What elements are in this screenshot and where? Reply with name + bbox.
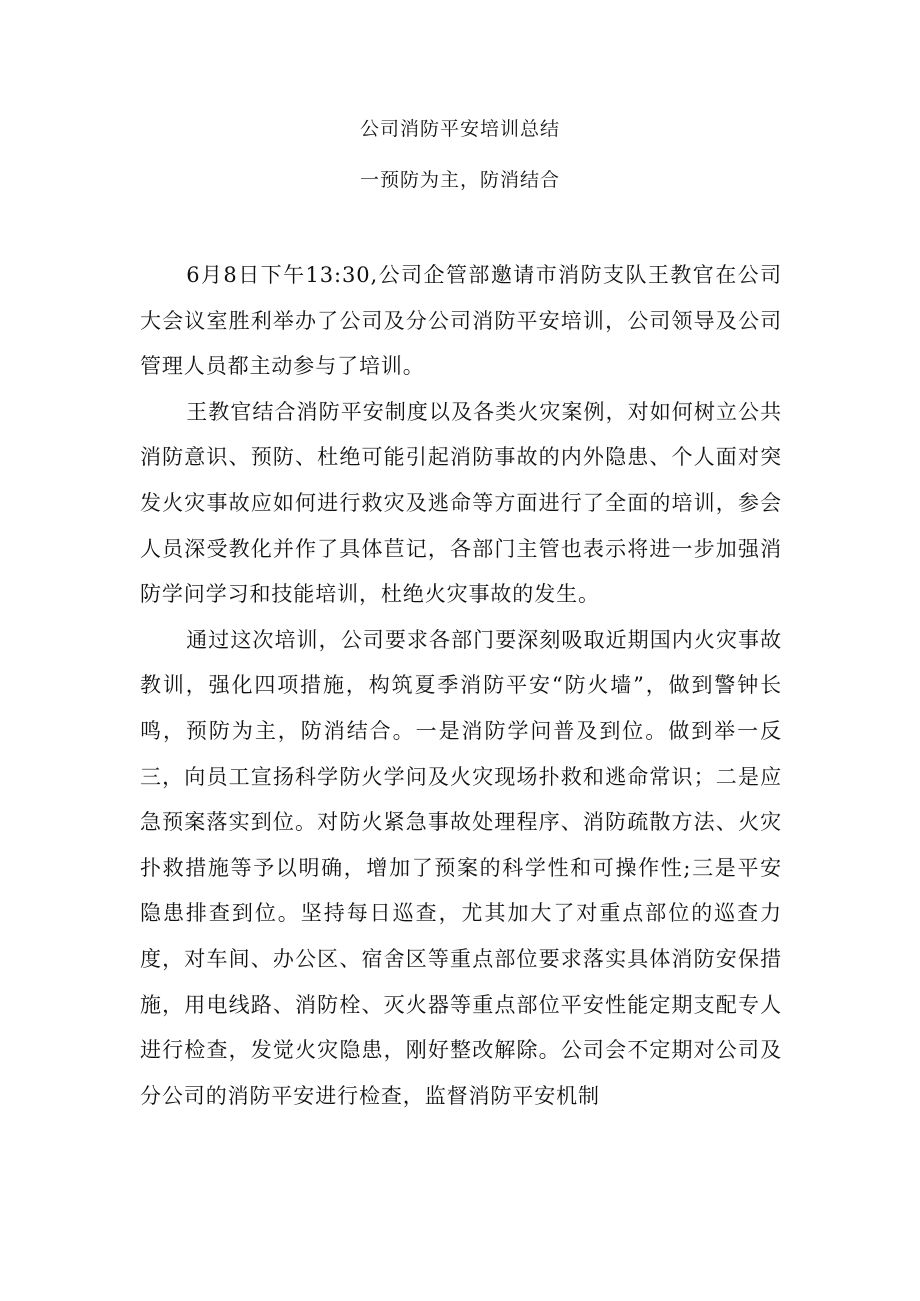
paragraph-2: 王教官结合消防平安制度以及各类火灾案例，对如何树立公共消防意识、预防、杜绝可能引起消防事故的内外隐患、个人面对突发火灾事故应如何进行救灾及逃命等方面进行了全面的培训，参会人员深受教化并作了具体苣记，各部门主管也表示将进一步加强消防学问学习和技能培训，杜绝火灾事故的发生。 [140,399,782,607]
document-title: 公司消防平安培训总结 [359,118,560,140]
paragraph-3: 通过这次培训，公司要求各部门要深刻吸取近期国内火灾事故教训，强化四项措施，构筑夏季消防平安“防火墙”，做到警钟长鸣，预防为主，防消结合。一是消防学问普及到位。做到举一反三，向员工宣扬科学防火学问及火灾现场扑救和逃命常识；二是应急预案落实到位。对防火紧急事故处理程序、消防疏散方法、火灾扑救措施等予以明确，增加了预案的科学性和可操作性;三是平安隐患排查到位。坚持每日巡查，尤其加大了对重点部位的巡查力度，对车间、办公区、宿舍区等重点部位要求落实具体消防安保措施，用电线路、消防栓、灭火器等重点部位平安性能定期支配专人进行检查，发觉火灾隐患，刚好整改解除。公司会不定期对公司及分公司的消防平安进行检查，监督消防平安机制 [140,627,782,1108]
paragraph-1: 6月8日下午13:30,公司企管部邀请市消防支队王教官在公司大会议室胜利举办了公司及分公司消防平安培训，公司领导及公司管理人员都主动参与了培训。 [140,263,782,379]
document-body [140,253,782,1119]
document-subtitle: 一预防为主，防消结合 [359,169,560,191]
